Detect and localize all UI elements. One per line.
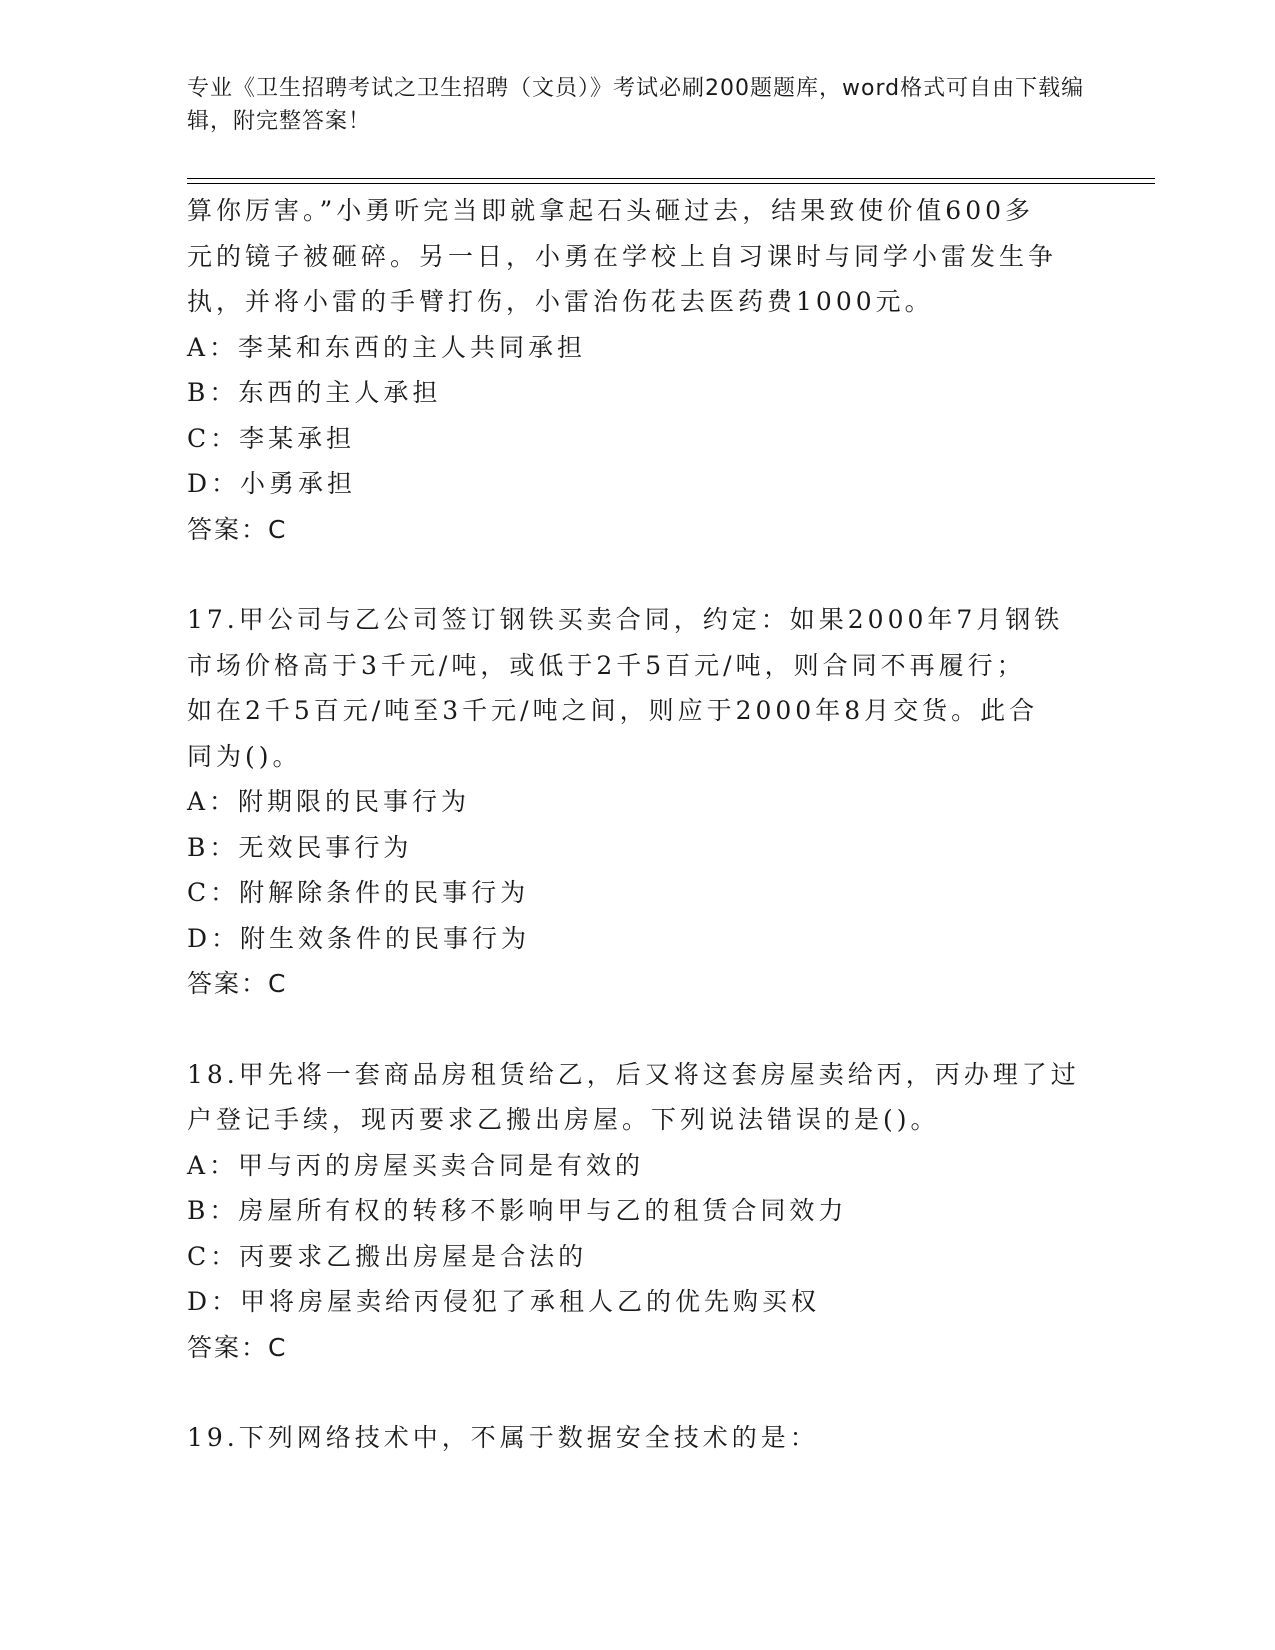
question-text-line: 户登记手续，现丙要求乙搬出房屋。下列说法错误的是()。 [187,1105,940,1134]
option-b: B：无效民事行为 [187,832,413,862]
question-text-line: 执，并将小雷的手臂打伤，小雷治伤花去医药费1000元。 [187,287,934,316]
question-block-19 [187,1415,1087,1461]
option-b: B：房屋所有权的转移不影响甲与乙的租赁合同效力 [187,1196,848,1225]
question-text-line: 同为()。 [187,741,302,771]
option-b: B：东西的主人承担 [187,378,442,407]
question-text-line: 18.甲先将一套商品房租赁给乙，后又将这套房屋卖给丙，丙办理了过 [187,1059,1080,1089]
option-c: C：附解除条件的民事行为 [187,878,530,907]
question-text-line: 元的镜子被砸碎。另一日，小勇在学校上自习课时与同学小雷发生争 [187,241,1058,271]
answer-line: 答案：C [187,1332,288,1362]
question-text-line: 算你厉害。”小勇听完当即就拿起石头砸过去，结果致使价值600多 [187,196,1035,225]
question-text-line: 市场价格高于3千元/吨，或低于2千5百元/吨，则合同不再履行； [187,650,1026,680]
question-text-line: 19.下列网络技术中，不属于数据安全技术的是： [187,1423,819,1452]
page-header [187,72,1087,138]
question-text-line: 17.甲公司与乙公司签订钢铁买卖合同，约定：如果2000年7月钢铁 [187,605,1064,634]
option-a: A：附期限的民事行为 [187,787,471,816]
document-title: 专业《卫生招聘考试之卫生招聘（文员）》考试必刷200题题库，word格式可自由下载编辑，附完整答案！ [187,76,1085,134]
option-d: D：甲将房屋卖给丙侵犯了承租人乙的优先购买权 [187,1287,821,1316]
header-divider [187,178,1155,184]
answer-line: 答案：C [187,969,288,998]
option-c: C：李某承担 [187,423,356,453]
option-a: A：李某和东西的主人共同承担 [187,332,587,362]
question-text-line: 如在2千5百元/吨至3千元/吨之间，则应于2000年8月交货。此合 [187,696,1039,725]
document-body [187,188,1087,1461]
option-a: A：甲与丙的房屋买卖合同是有效的 [187,1150,645,1180]
question-block-17 [187,597,1087,1007]
spacer [187,1370,1087,1415]
spacer [187,552,1087,597]
question-block-continued [187,188,1087,552]
option-c: C：丙要求乙搬出房屋是合法的 [187,1241,588,1271]
answer-line: 答案：C [187,514,288,544]
option-d: D：附生效条件的民事行为 [187,923,531,953]
option-d: D：小勇承担 [187,469,357,498]
spacer [187,1007,1087,1052]
question-block-18 [187,1052,1087,1371]
